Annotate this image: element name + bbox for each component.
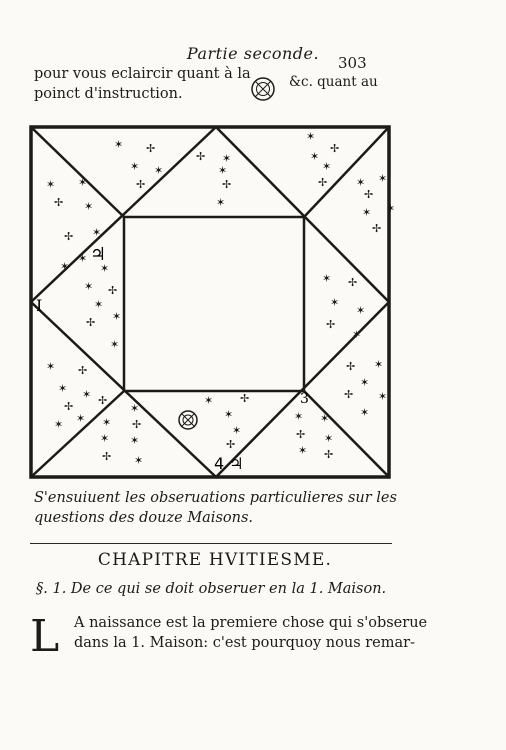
star-mark-icon: ✶ — [154, 164, 164, 177]
star-mark-icon: ✶ — [360, 406, 370, 419]
star-mark-icon: ✶ — [216, 196, 226, 209]
star-mark-icon: ✢ — [346, 360, 356, 373]
star-mark-icon: ✢ — [222, 178, 232, 191]
star-mark-icon: ✶ — [298, 444, 308, 457]
star-mark-icon: ✢ — [324, 448, 334, 461]
star-mark-icon: ✶ — [82, 388, 92, 401]
star-mark-icon: ✶ — [58, 382, 68, 395]
running-title: Partie seconde. — [186, 44, 320, 63]
star-mark-icon: ✶ — [110, 338, 120, 351]
star-mark-icon: ✶ — [222, 152, 232, 165]
star-mark-icon: ✢ — [64, 400, 74, 413]
star-mark-icon: ✢ — [296, 428, 306, 441]
star-mark-icon: ✶ — [356, 304, 366, 317]
star-mark-icon: ✶ — [362, 206, 372, 219]
intro-line-1: pour vous eclaircir quant à la — [34, 66, 251, 82]
page-number: 303 — [338, 54, 367, 72]
star-mark-icon: ✶ — [54, 418, 64, 431]
star-mark-icon: ✢ — [226, 438, 236, 451]
star-mark-icon: ✶ — [112, 310, 122, 323]
star-mark-icon: ✢ — [348, 276, 358, 289]
star-mark-icon: ✶ — [78, 252, 88, 265]
star-mark-icon: ✶ — [374, 358, 384, 371]
star-mark-icon: ✢ — [132, 418, 142, 431]
star-mark-icon: ✶ — [114, 138, 124, 151]
star-mark-icon: ✢ — [240, 392, 250, 405]
section-heading: §. 1. De ce qui se doit obseruer en la 1. Maison. — [36, 581, 387, 597]
star-mark-icon: ✶ — [130, 434, 140, 447]
star-mark-icon: ✶ — [46, 178, 56, 191]
star-mark-icon: ✢ — [98, 394, 108, 407]
caption — [34, 488, 397, 528]
wheel-symbol-diagram-icon — [179, 411, 197, 429]
star-mark-icon: ✶ — [324, 432, 334, 445]
star-mark-icon: ✢ — [318, 176, 328, 189]
star-mark-icon: ✶ — [78, 176, 88, 189]
star-mark-icon: ✶ — [84, 280, 94, 293]
star-mark-icon: ✶ — [294, 410, 304, 423]
wheel-symbol-icon — [250, 76, 276, 102]
caption-line-2: questions des douze Maisons. — [34, 510, 254, 526]
star-mark-icon: ✢ — [64, 230, 74, 243]
chapter-title: CHAPITRE HVITIESME. — [97, 550, 333, 570]
star-mark-icon: ✶ — [84, 200, 94, 213]
star-mark-icon: ✢ — [372, 222, 382, 235]
star-mark-icon: ✶ — [218, 164, 228, 177]
twelve-houses-diagram — [26, 122, 396, 484]
star-mark-icon: ✢ — [108, 284, 118, 297]
star-mark-icon: ✶ — [360, 376, 370, 389]
star-mark-icon: ✶ — [330, 296, 340, 309]
house-marker-3: 3 — [300, 391, 309, 407]
star-mark-icon: ✶ — [134, 454, 144, 467]
section-rule — [30, 543, 392, 544]
star-mark-icon: ✶ — [310, 150, 320, 163]
star-mark-icon: ✶ — [60, 260, 70, 273]
star-mark-icon: ✶ — [46, 360, 56, 373]
star-mark-icon: ✶ — [204, 394, 214, 407]
star-mark-icon: ✢ — [86, 316, 96, 329]
drop-cap: L — [30, 611, 60, 662]
caption-line-1: S'ensuiuent les obseruations particulieres sur les — [34, 490, 397, 506]
star-mark-icon: ✢ — [344, 388, 354, 401]
star-mark-icon: ✢ — [136, 178, 146, 191]
star-mark-icon: ✶ — [352, 328, 362, 341]
house-marker-1: I — [36, 296, 43, 315]
jupiter-glyph: ♃ — [90, 244, 107, 265]
star-mark-icon: ✶ — [100, 262, 110, 275]
star-mark-icon: ✶ — [378, 390, 388, 403]
star-mark-icon: ✶ — [130, 160, 140, 173]
intro-after-symbol: &c. quant au — [289, 74, 378, 90]
star-mark-icon: ✶ — [92, 226, 102, 239]
star-mark-icon: ✶ — [76, 412, 86, 425]
star-mark-icon: ✶ — [322, 160, 332, 173]
star-mark-icon: ✶ — [386, 202, 396, 215]
star-mark-icon: ✶ — [320, 412, 330, 425]
intro-line-2: poinct d'instruction. — [34, 86, 183, 102]
body-line-1: A naissance est la premiere chose qui s'obserue — [74, 615, 428, 631]
body-line-2: dans la 1. Maison: c'est pourquoy nous remar- — [74, 635, 415, 651]
star-mark-icon: ✶ — [356, 176, 366, 189]
star-mark-icon: ✢ — [102, 450, 112, 463]
star-mark-icon: ✶ — [224, 408, 234, 421]
star-mark-icon: ✢ — [326, 318, 336, 331]
star-mark-icon: ✶ — [100, 432, 110, 445]
star-mark-icon: ✢ — [196, 150, 206, 163]
star-mark-icon: ✢ — [330, 142, 340, 155]
star-mark-icon: ✶ — [130, 402, 140, 415]
star-mark-icon: ✶ — [232, 424, 242, 437]
star-mark-icon: ✢ — [78, 364, 88, 377]
star-mark-icon: ✶ — [102, 416, 112, 429]
bottom-planet-label: 4 ♃ — [214, 454, 244, 473]
star-mark-icon: ✢ — [146, 142, 156, 155]
star-mark-icon: ✶ — [378, 172, 388, 185]
star-mark-icon: ✢ — [364, 188, 374, 201]
star-mark-icon: ✶ — [94, 298, 104, 311]
star-mark-icon: ✶ — [322, 272, 332, 285]
star-mark-icon: ✶ — [306, 130, 316, 143]
star-mark-icon: ✢ — [54, 196, 64, 209]
